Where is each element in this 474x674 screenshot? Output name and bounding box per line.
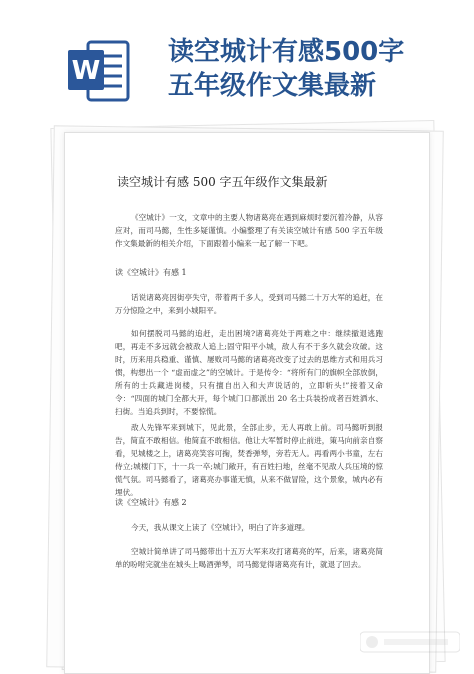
section1-paragraph: 敌人先锋军来到城下，见此景，全部止步，无人再敢上前。司马懿听到报告，简直不敢相信。他简直不敢相信。他让大军暂时停止前进，策马向前亲自察看，见城楼之上，诸葛亮笑容可掬，焚香弹琴，旁若无人。再看两小书童，左右侍立;城楼门下，十一兵一卒;城门敞开，有百姓扫地，丝毫不见敌人兵压境的惊慌气氛。司马懿看了，诸葛亮办事谨无慎，从来不做冒险，这个景象，城内必有埋伏。 <box>115 423 383 497</box>
watermark-logo <box>360 630 460 654</box>
section-heading-1: 读《空城计》有感 1 <box>115 268 187 277</box>
section1-paragraph: 如何摆脱司马懿的追赶，走出困境?诸葛亮处于两难之中：继续撤退逃跑吧，再走不多远就会被敌人追上;固守阳平小城，敌人有不于多久就会攻破。这时，历来用兵稳重、谨慎、屡败司马懿的诸葛亮改变了过去的思维方式和用兵习惯，构想出一个 “虚而虚之”的空城计。于是传令：“将所有门的旗帜全部放倒，所有的士兵藏进岗楼，只有擅自出入和大声说话的，立即斩头!”接着又命令：“四面的城门全都大开，每个城门口都派出 20 名士兵装扮成者百姓洒水、扫街。当追兵到时，不要惊慌。 <box>115 329 383 416</box>
section2-paragraph: 今天，我从课文上读了《空城计》，明白了许多道理。 <box>131 523 310 532</box>
word-icon-letter: W <box>71 56 101 86</box>
intro-paragraph: 《空城计》一文，文章中的主要人物诸葛亮在遇到麻烦时要沉着冷静，从容应对，而司马懿，生性多疑谨慎。小编整理了有关读空城计有感 500 字五年级作文集最新的相关介绍，下面跟着小编来一起了解一下吧。 <box>115 213 383 248</box>
section1-paragraph: 话说诸葛亮因街亭失守，带着两千多人，受到司马懿二十万大军的追赶，在万分惊险之中，来到小城阳平。 <box>115 293 383 315</box>
section-heading-2: 读《空城计》有感 2 <box>115 498 187 507</box>
document-title: 读空城计有感 500 字五年级作文集最新 <box>117 175 328 189</box>
word-document-icon <box>66 38 132 104</box>
page-title-line2: 五年级作文集最新 <box>168 71 377 101</box>
document-page <box>64 132 430 674</box>
section2-paragraph: 空城计简单讲了司马懿带出十五万大军来攻打诸葛亮的军，后来，诸葛亮简单的吩咐完就坐在城头上喝酒弹琴，司马懿觉得诸葛亮有计，就退了回去。 <box>115 547 383 569</box>
page-title-line1: 读空城计有感500字 <box>168 37 405 67</box>
header-banner <box>0 0 474 120</box>
